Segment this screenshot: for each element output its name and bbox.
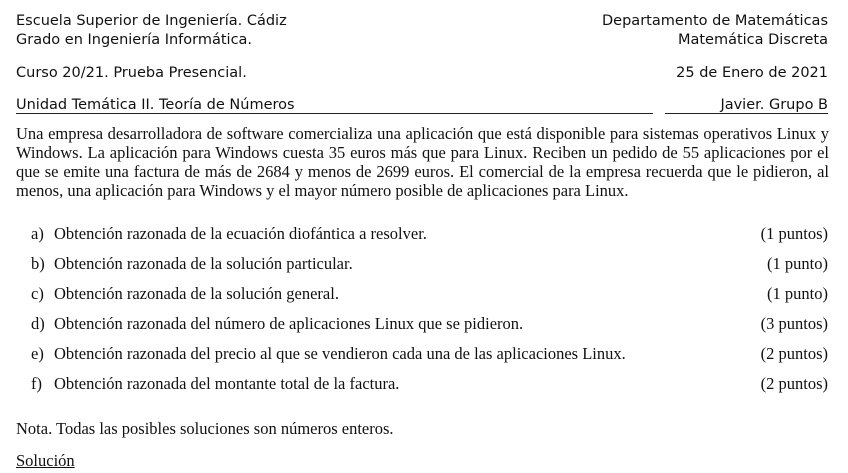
question-item-c	[31, 284, 828, 303]
exam-date: 25 de Enero de 2021	[676, 65, 828, 81]
question-item-e	[31, 344, 828, 363]
degree-name: Grado en Ingeniería Informática.	[16, 32, 253, 48]
question-item-d	[31, 314, 828, 333]
item-label: a)	[31, 224, 44, 243]
item-points: (1 punto)	[767, 284, 828, 303]
item-label: c)	[31, 284, 44, 303]
course-info: Curso 20/21. Prueba Presencial.	[16, 65, 247, 81]
item-text: Obtención razonada del número de aplicaciones Linux que se pidieron.	[54, 314, 524, 333]
question-item-a	[31, 224, 828, 243]
subject-name: Matemática Discreta	[677, 32, 828, 48]
item-points: (1 punto)	[767, 254, 828, 273]
item-label: f)	[31, 374, 42, 393]
department-name: Departamento de Matemáticas	[602, 13, 828, 29]
question-item-b	[31, 254, 828, 273]
item-text: Obtención razonada de la ecuación diofántica a resolver.	[54, 224, 427, 243]
problem-statement: Una empresa desarrolladora de software comercializa una aplicación que está disponible para sistemas operativos Linux y Windows. La aplicación para Windows cuesta 35 euros más que para Linux. Reciben un pedido de 55 aplicaciones por el que se emite una factura de más de 2684 y menos de 2699 euros. El comercial de la empresa recuerda que le pidieron, al menos, una aplicación para Windows y el mayor número posible de aplicaciones para Linux.	[16, 124, 829, 200]
item-label: d)	[31, 314, 45, 333]
item-points: (2 puntos)	[760, 344, 828, 363]
item-points: (1 puntos)	[760, 224, 828, 243]
item-label: e)	[31, 344, 44, 363]
group-label: Javier. Grupo B	[665, 97, 828, 114]
header-row-2	[16, 31, 828, 50]
header-row-1	[16, 12, 828, 31]
item-label: b)	[31, 254, 45, 273]
item-text: Obtención razonada del precio al que se vendieron cada una de las aplicaciones Linux.	[54, 344, 626, 363]
item-text: Obtención razonada de la solución general.	[54, 284, 339, 303]
school-name: Escuela Superior de Ingeniería. Cádiz	[16, 13, 287, 29]
item-text: Obtención razonada de la solución particular.	[54, 254, 353, 273]
unit-title: Unidad Temática II. Teoría de Números	[16, 97, 653, 114]
question-item-f	[31, 374, 828, 393]
item-points: (3 puntos)	[760, 314, 828, 333]
item-text: Obtención razonada del montante total de la factura.	[54, 374, 400, 393]
solution-heading: Solución	[16, 451, 75, 470]
item-points: (2 puntos)	[760, 374, 828, 393]
header-row-3	[16, 64, 828, 83]
note-text: Nota. Todas las posibles soluciones son números enteros.	[16, 419, 394, 438]
